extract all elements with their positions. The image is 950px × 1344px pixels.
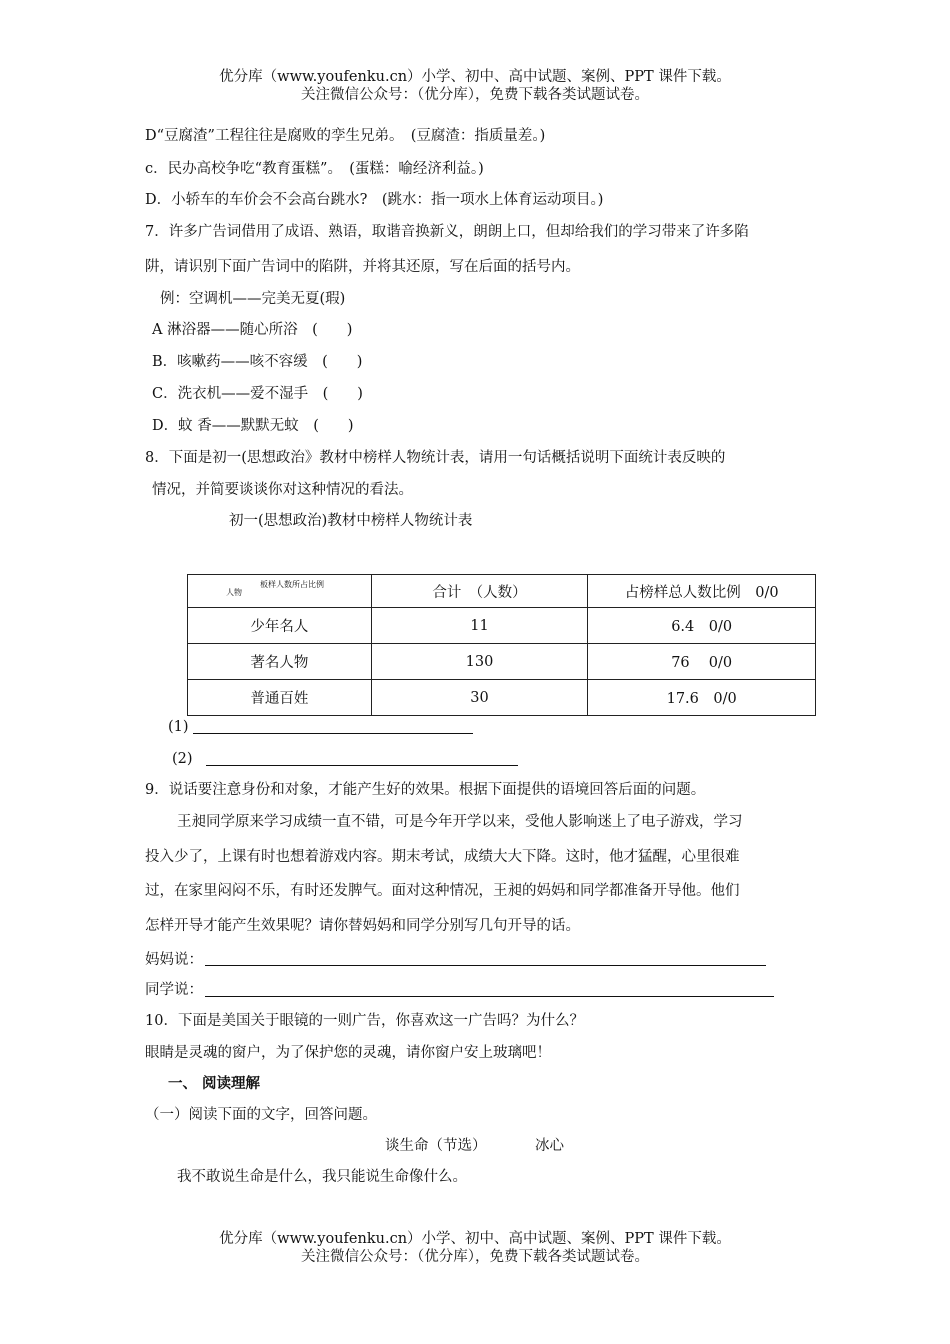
q8-answer-label-1: (1)	[168, 719, 189, 735]
q8-answer-label-2: (2)	[172, 751, 193, 767]
q7-option-b: B．咳嗽药——咳不容缓 ( )	[152, 354, 363, 370]
row-ratio: 76 0/0	[588, 644, 816, 680]
q9-classmate-label: 同学说：	[145, 982, 203, 998]
table-row	[188, 608, 816, 644]
column-header-count: 合计 （人数）	[371, 575, 588, 608]
q7-example: 例：空调机——完美无夏(瑕)	[160, 291, 346, 307]
reading-article-author: 冰心	[535, 1138, 564, 1154]
footer-line-1: 优分库（www.youfenku.cn）小学、初中、高中试题、案例、PPT 课件下载。	[219, 1231, 731, 1247]
q10-stem: 10．下面是美国关于眼镜的一则广告，你喜欢这一广告吗？为什么？	[145, 1013, 584, 1029]
footer-line-2: 关注微信公众号：（优分库），免费下载各类试题试卷。	[301, 1249, 649, 1265]
row-count: 11	[371, 608, 588, 644]
table-header-row	[188, 575, 816, 608]
q9-stem: 9．说话要注意身份和对象，才能产生好的效果。根据下面提供的语境回答后面的问题。	[145, 782, 706, 798]
q8-answer-line-1[interactable]	[193, 733, 473, 734]
reading-part-instruction: （一）阅读下面的文字，回答问题。	[145, 1107, 377, 1123]
q9-passage-line-3: 过，在家里闷闷不乐，有时还发脾气。面对这种情况，王昶的妈妈和同学都准备开导他。他们	[145, 883, 740, 899]
row-count: 30	[371, 680, 588, 716]
q6-option-c: c．民办高校争吃“教育蛋糕”。 (蛋糕：喻经济利益。)	[145, 161, 484, 177]
corner-label-ratio: 板样人数所占比例	[260, 580, 324, 589]
q8-stem-line-1: 8．下面是初一(思想政治》教材中榜样人物统计表，请用一句话概括说明下面统计表反映的	[145, 450, 726, 466]
q9-passage-line-1: 王昶同学原来学习成绩一直不错，可是今年开学以来，受他人影响迷上了电子游戏，学习	[177, 814, 743, 830]
q10-ad-text: 眼睛是灵魂的窗户，为了保护您的灵魂，请你窗户安上玻璃吧！	[145, 1045, 551, 1061]
q7-option-a: A 淋浴器——随心所浴 ( )	[152, 322, 353, 338]
q9-classmate-answer-line[interactable]	[205, 996, 774, 997]
q9-passage-line-2: 投入少了，上课有时也想着游戏内容。期末考试，成绩大大下降。这时，他才猛醒，心里很难	[145, 849, 740, 865]
q7-stem-line-1: 7．许多广告词借用了成语、熟语，取谐音换新义，朗朗上口，但却给我们的学习带来了许多陷	[145, 224, 749, 240]
header-line-2: 关注微信公众号：（优分库），免费下载各类试题试卷。	[301, 87, 649, 103]
row-name: 普通百姓	[188, 680, 372, 716]
role-model-table	[187, 574, 816, 716]
row-count: 130	[371, 644, 588, 680]
row-ratio: 6.4 0/0	[588, 608, 816, 644]
row-name: 少年名人	[188, 608, 372, 644]
q8-answer-line-2[interactable]	[206, 765, 518, 766]
q8-stem-line-2: 情况，并简要谈谈你对这种情况的看法。	[152, 482, 413, 498]
q9-passage-line-4: 怎样开导才能产生效果呢？请你替妈妈和同学分别写几句开导的话。	[145, 918, 580, 934]
table-row	[188, 680, 816, 716]
table-corner-cell	[188, 575, 372, 608]
corner-label-person: 人物	[226, 588, 242, 597]
q6-option-d1: D“豆腐渣”工程往往是腐败的孪生兄弟。 (豆腐渣：指质量差。)	[145, 128, 546, 144]
q7-stem-line-2: 阱，请识别下面广告词中的陷阱，并将其还原，写在后面的括号内。	[145, 259, 580, 275]
reading-article-title: 谈生命（节选）	[385, 1138, 487, 1154]
header-line-1: 优分库（www.youfenku.cn）小学、初中、高中试题、案例、PPT 课件下载。	[219, 69, 731, 85]
reading-section-heading: 一、 阅读理解	[168, 1075, 261, 1092]
q9-mom-answer-line[interactable]	[205, 965, 766, 966]
q8-table-title: 初一(思想政治)教材中榜样人物统计表	[229, 513, 473, 529]
row-ratio: 17.6 0/0	[588, 680, 816, 716]
q7-option-d: D．蚊 香——默默无蚊 ( )	[152, 418, 354, 434]
q9-mom-label: 妈妈说：	[145, 952, 203, 968]
row-name: 著名人物	[188, 644, 372, 680]
table-row	[188, 644, 816, 680]
reading-first-line: 我不敢说生命是什么，我只能说生命像什么。	[177, 1169, 467, 1185]
q7-option-c: C．洗衣机——爱不湿手 ( )	[152, 386, 363, 402]
q6-option-d2: D．小轿车的车价会不会高台跳水? (跳水：指一项水上体育运动项目。)	[145, 192, 604, 208]
column-header-ratio: 占榜样总人数比例 0/0	[588, 575, 816, 608]
